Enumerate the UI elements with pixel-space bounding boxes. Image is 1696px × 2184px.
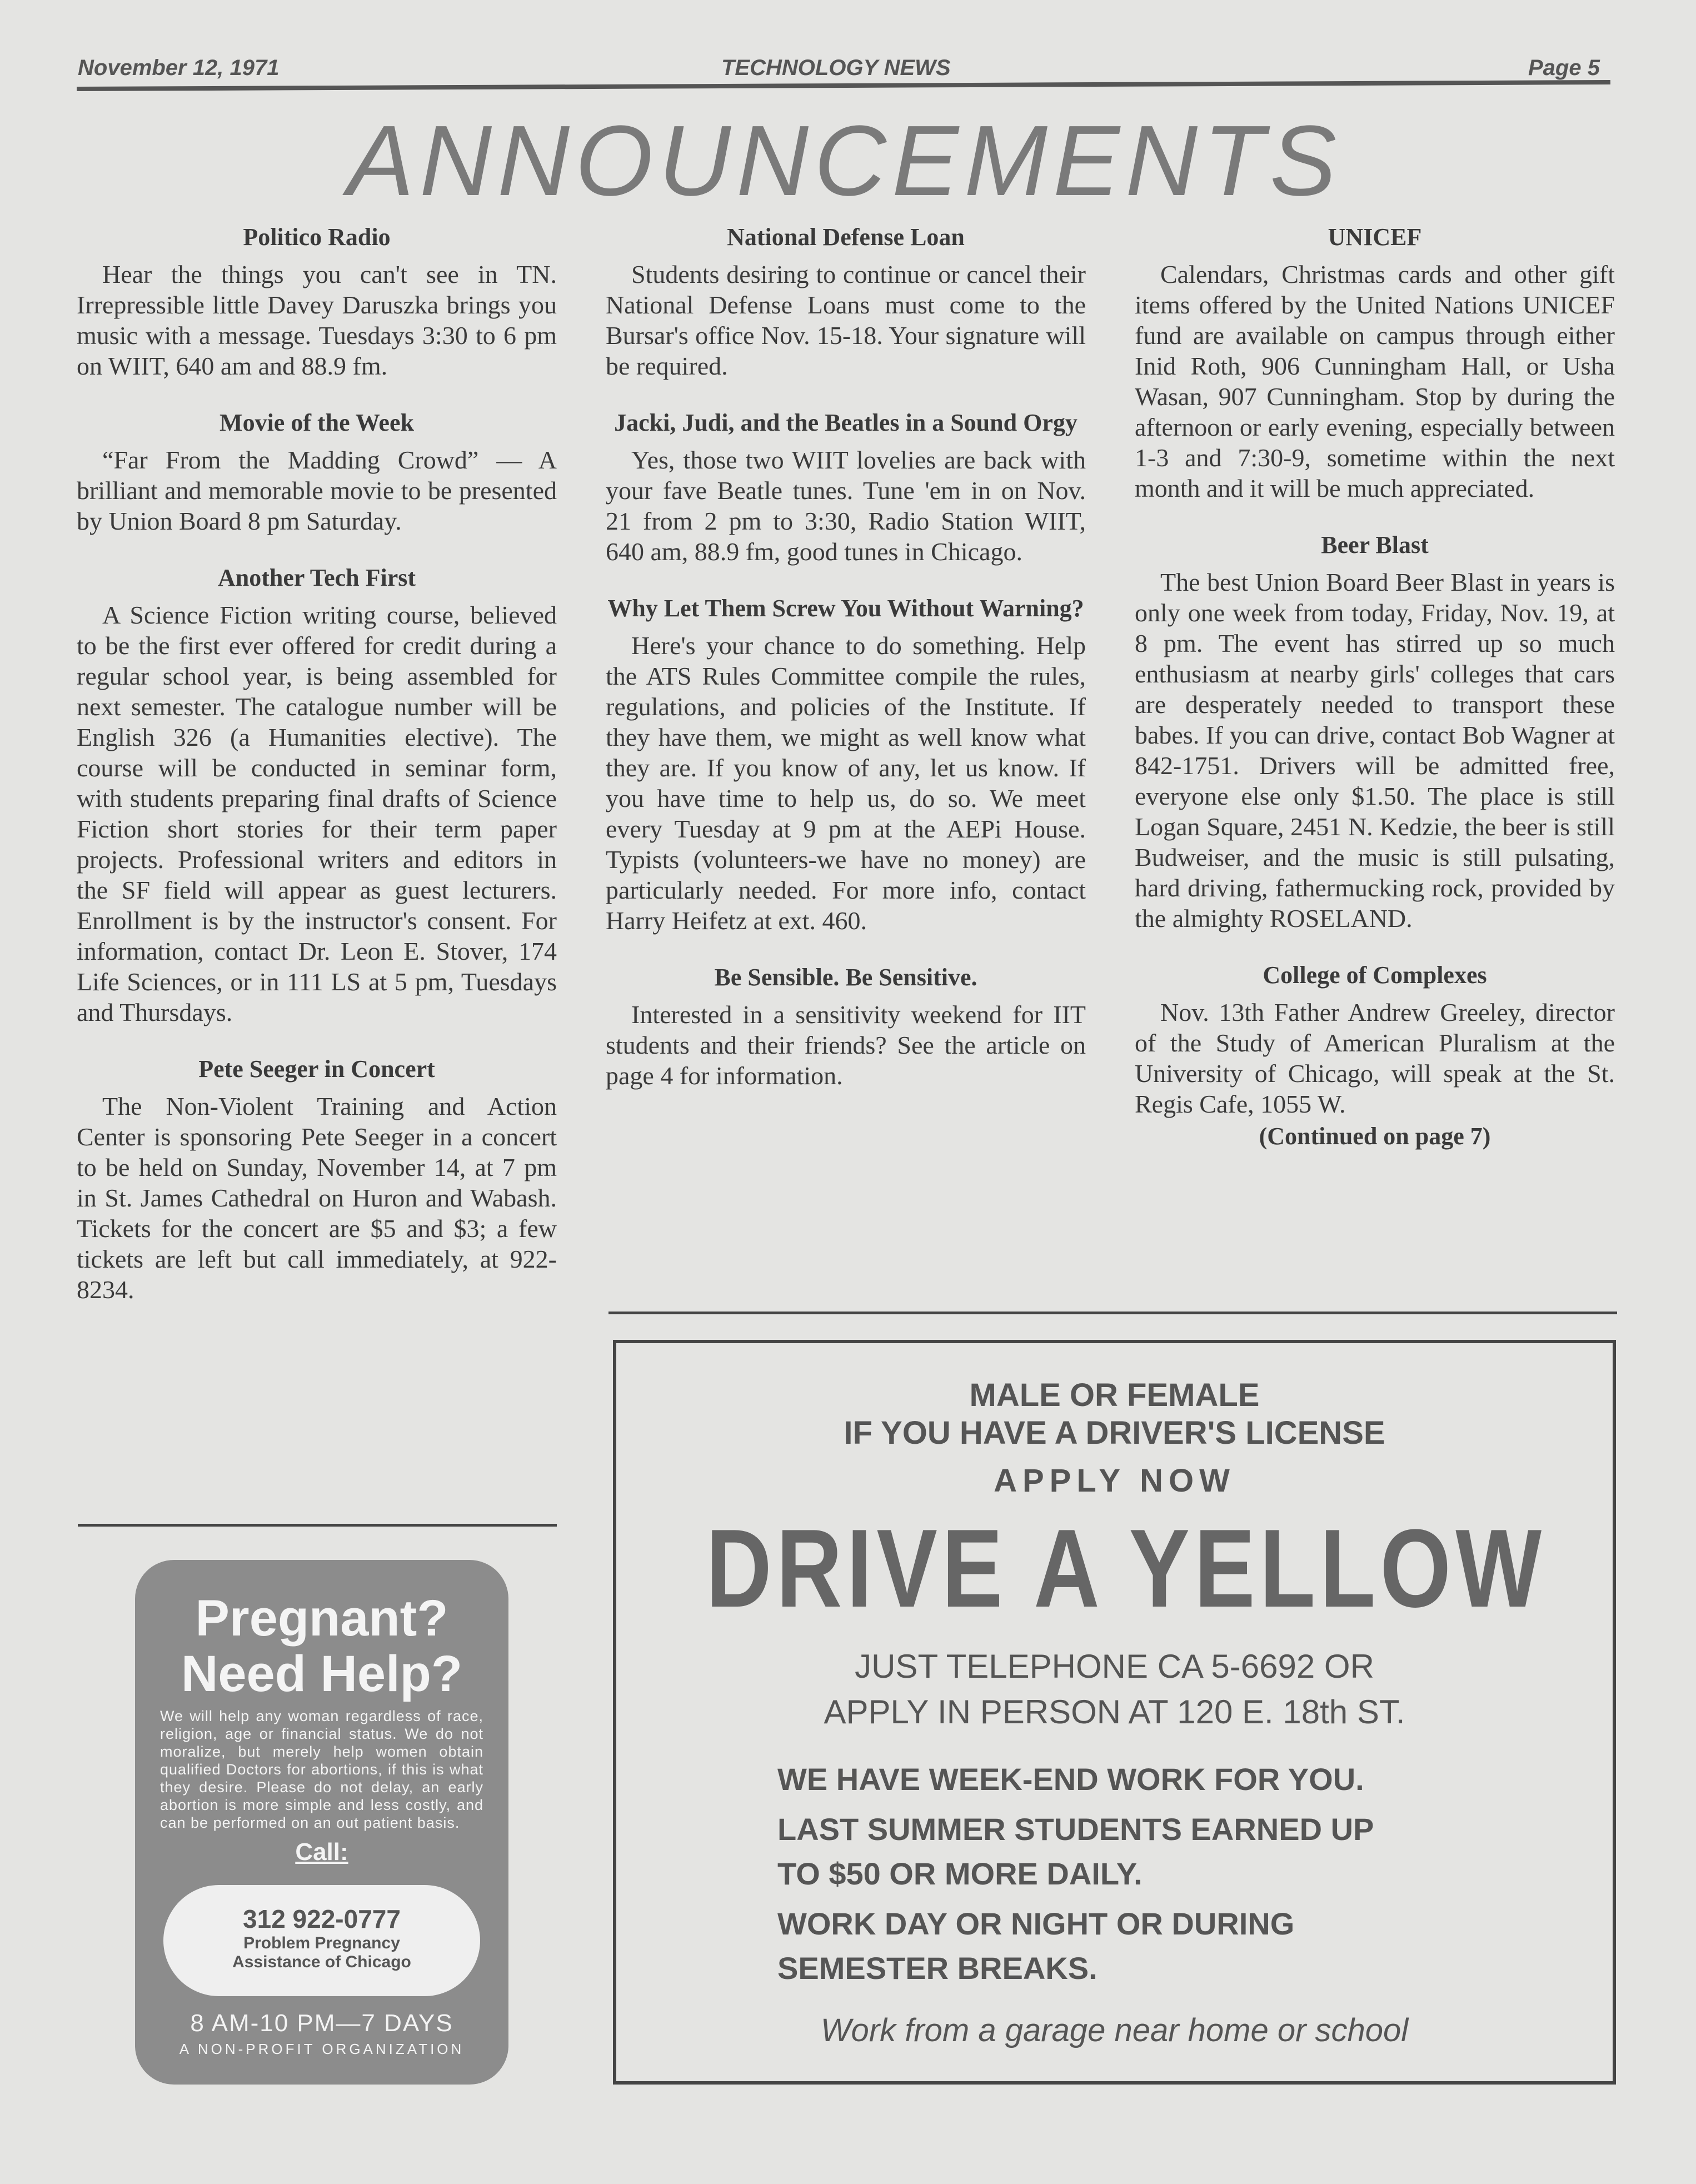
ad-line: SEMESTER BREAKS. bbox=[777, 1951, 1098, 1986]
announcement-body: The Non-Violent Training and Action Center is sponsoring Pete Seeger in a concert to be held on Sunday, November 14, at 7 pm in St. James Cathedral on Huron and Wabash. Tickets for the concert are $5 and $3; a few tickets are left but call immediately, at 922-8234. bbox=[77, 1092, 557, 1304]
page-title: ANNOUNCEMENTS bbox=[347, 105, 1343, 217]
ad-body: We will help any woman regardless of race, religion, age or financial status. We do not moralize, but merely help women obtain qualified Doctors for abortions, if this is what they desire. Please do not delay, an early abortion is more simple and less costly, and can be performed on an out patient basis. bbox=[160, 1708, 483, 1831]
announcement bbox=[1135, 530, 1615, 934]
ad-nonprofit: A NON-PROFIT ORGANIZATION bbox=[179, 2041, 465, 2057]
announcement-body: A Science Fiction writing course, believed to be the first ever offered for credit during a regular school year, is being assembled for next semester. The catalogue number will be English 326 (a Humanities elective). The course will be conducted in seminar form, with students preparing final drafts of Science Fiction short stories for their term paper projects. Professional writers and editors in the SF field will appear as guest lecturers. Enrollment is by the instructor's consent. For information, contact Dr. Leon E. Stover, 174 Life Sciences, or in 111 LS at 5 pm, Tuesdays and Thursdays. bbox=[77, 601, 557, 1026]
continued-note: (Continued on page 7) bbox=[1259, 1123, 1491, 1150]
announcement bbox=[77, 408, 557, 536]
ad-line: Work from a garage near home or school bbox=[820, 2012, 1409, 2048]
ad-line: WORK DAY OR NIGHT OR DURING bbox=[777, 1906, 1295, 1941]
announcement bbox=[77, 563, 557, 1028]
ad-phone: 312 922-0777 bbox=[243, 1904, 401, 1933]
issue-date: November 12, 1971 bbox=[78, 56, 280, 80]
ad-headline: Pregnant? bbox=[195, 1590, 448, 1647]
ad-headline: Need Help? bbox=[181, 1646, 463, 1702]
announcement-heading: National Defense Loan bbox=[727, 223, 965, 251]
yellow-cab-ad bbox=[613, 1340, 1616, 2085]
announcement-heading: Movie of the Week bbox=[220, 409, 414, 436]
ad-divider bbox=[608, 1312, 1617, 1314]
announcement-body: Hear the things you can't see in TN. Irrepressible little Davey Daruszka brings you music with a message. Tuesdays 3:30 to 6 pm on WIIT, 640 am and 88.9 fm. bbox=[77, 260, 557, 380]
ad-hours: 8 AM-10 PM—7 DAYS bbox=[190, 2010, 453, 2037]
ad-call-label: Call: bbox=[295, 1838, 348, 1866]
announcement-heading: Pete Seeger in Concert bbox=[198, 1055, 435, 1083]
ad-line: LAST SUMMER STUDENTS EARNED UP bbox=[777, 1812, 1374, 1847]
announcement-body: Here's your chance to do something. Help the ATS Rules Committee compile the rules, regulations, and policies of the Institute. If they have them, we might as well know what they are. If you know of any, let us know. If you have time to help us, do so. We meet every Tuesday at 9 pm at the AEPi House. Typists (volunteers-we have no money) are particularly needed. For more info, contact Harry Heifetz at ext. 460. bbox=[606, 631, 1086, 935]
column-divider bbox=[78, 1524, 557, 1527]
announcement-heading: Beer Blast bbox=[1321, 531, 1429, 559]
announcement-heading: Why Let Them Screw You Without Warning? bbox=[607, 595, 1084, 622]
announcement-body: Yes, those two WIIT lovelies are back with your fave Beatle tunes. Tune 'em in on Nov. 21 from 2 pm to 3:30, Radio Station WIIT, 640 am, 88.9 fm, good tunes in Chicago. bbox=[606, 446, 1086, 566]
page-number: Page 5 bbox=[1528, 56, 1600, 80]
announcement bbox=[77, 222, 557, 381]
announcement-heading: Be Sensible. Be Sensitive. bbox=[714, 964, 977, 991]
ad-line: TO $50 OR MORE DAILY. bbox=[777, 1856, 1143, 1891]
pregnancy-help-ad bbox=[135, 1560, 508, 2085]
column-2 bbox=[606, 222, 1086, 1118]
ad-line: IF YOU HAVE A DRIVER'S LICENSE bbox=[844, 1415, 1385, 1451]
announcement-body: Nov. 13th Father Andrew Greeley, director of the Study of American Pluralism at the University of Chicago, will speak at the St. Regis Cafe, 1055 W. bbox=[1135, 998, 1615, 1118]
header-rule bbox=[77, 80, 1610, 91]
ad-line: MALE OR FEMALE bbox=[969, 1377, 1260, 1413]
ad-headline: DRIVE A YELLOW bbox=[706, 1507, 1547, 1630]
announcement bbox=[1135, 960, 1615, 1119]
announcement-body: The best Union Board Beer Blast in years is only one week from today, Friday, Nov. 19, at 8 pm. The event has stirred up so much enthusiasm at nearby girls' colleges that cars are desperately needed to transport these babes. If you can drive, contact Bob Wagner at 842-1751. Drivers will be admitted free, everyone else only $1.50. The place is still Logan Square, 2451 N. Kedzie, the beer is still Budweiser, and the music is still pulsating, hard driving, fathermucking rock, provided by the almighty ROSELAND. bbox=[1135, 568, 1615, 933]
announcement-body: Interested in a sensitivity weekend for IIT students and their friends? See the article on page 4 for information. bbox=[606, 1000, 1086, 1090]
ad-org: Problem Pregnancy bbox=[243, 1934, 400, 1952]
announcement-heading: UNICEF bbox=[1328, 223, 1422, 251]
announcement-heading: Politico Radio bbox=[243, 223, 391, 251]
announcement bbox=[606, 594, 1086, 936]
announcement bbox=[606, 408, 1086, 567]
ad-contact-oval bbox=[163, 1885, 480, 1996]
ad-address: APPLY IN PERSON AT 120 E. 18th ST. bbox=[824, 1693, 1405, 1731]
ad-org: Assistance of Chicago bbox=[232, 1953, 411, 1971]
announcement-body: “Far From the Madding Crowd” — A brilliant and memorable movie to be presented by Union Board 8 pm Saturday. bbox=[77, 446, 557, 535]
ad-line: APPLY NOW bbox=[994, 1463, 1235, 1499]
announcement bbox=[606, 222, 1086, 381]
announcement-body: Calendars, Christmas cards and other gift items offered by the United Nations UNICEF fund are available on campus through either Inid Roth, 906 Cunningham Hall, or Usha Wasan, 907 Cunningham. Stop by during the afternoon or early evening, especially between 1-3 and 7:30-9, sometime within the next month and it will be much appreciated. bbox=[1135, 260, 1615, 502]
announcement-body: Students desiring to continue or cancel their National Defense Loans must come to the Bursar's office Nov. 15-18. Your signature will be required. bbox=[606, 260, 1086, 380]
announcement bbox=[1135, 222, 1615, 503]
ad-telephone: JUST TELEPHONE CA 5-6692 OR bbox=[855, 1648, 1374, 1685]
announcement bbox=[606, 963, 1086, 1091]
announcement-heading: Another Tech First bbox=[217, 564, 416, 591]
paper-name: TECHNOLOGY NEWS bbox=[721, 56, 951, 80]
announcement-heading: Jacki, Judi, and the Beatles in a Sound Orgy bbox=[614, 409, 1078, 436]
ad-line: WE HAVE WEEK-END WORK FOR YOU. bbox=[777, 1762, 1364, 1797]
announcement-heading: College of Complexes bbox=[1263, 961, 1487, 989]
column-3 bbox=[1135, 222, 1615, 1151]
column-1 bbox=[77, 222, 557, 1332]
announcement bbox=[77, 1054, 557, 1305]
